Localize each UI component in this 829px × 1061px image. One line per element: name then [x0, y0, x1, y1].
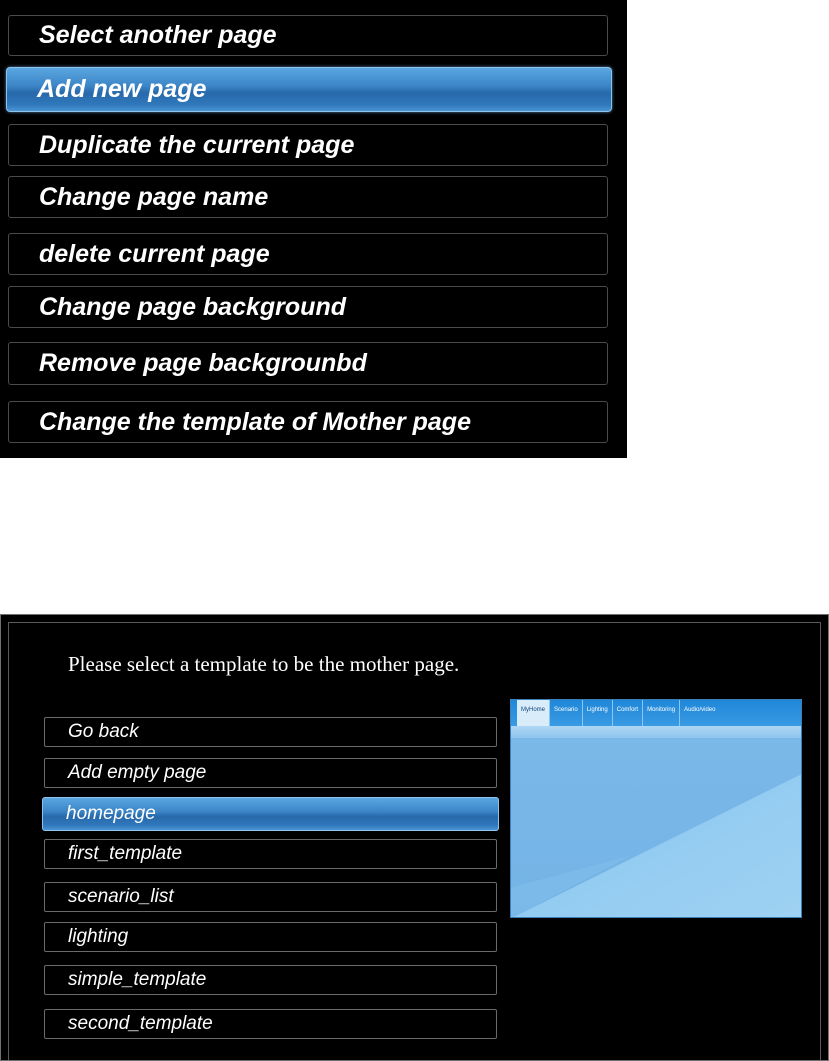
menu-item-delete-current-page[interactable]: delete current page [8, 233, 608, 275]
preview-tab-comfort: Comfort [613, 700, 643, 726]
template-item-go-back[interactable]: Go back [44, 717, 497, 747]
preview-tab-myhome: MyHome [517, 700, 550, 726]
menu-item-duplicate-current-page[interactable]: Duplicate the current page [8, 124, 608, 166]
template-item-second-template[interactable]: second_template [44, 1009, 497, 1039]
menu-item-change-page-name[interactable]: Change page name [8, 176, 608, 218]
template-item-homepage[interactable]: homepage [42, 797, 499, 831]
preview-tab-bar [511, 700, 801, 726]
preview-header-band [511, 726, 801, 738]
preview-tab-monitoring: Monitoring [643, 700, 680, 726]
template-item-first-template[interactable]: first_template [44, 839, 497, 869]
preview-tab-audio-video: Audio/video [684, 707, 716, 713]
dialog-title: Please select a template to be the mother page. [68, 652, 460, 676]
template-item-add-empty-page[interactable]: Add empty page [44, 758, 497, 788]
template-item-scenario-list[interactable]: scenario_list [44, 882, 497, 912]
preview-tab-scenario: Scenario [550, 700, 583, 726]
template-preview [510, 699, 802, 918]
menu-item-change-page-background[interactable]: Change page background [8, 286, 608, 328]
preview-background-art [511, 738, 801, 918]
preview-tab-lighting: Lighting [583, 700, 613, 726]
page-actions-menu [0, 0, 627, 458]
menu-item-change-mother-template[interactable]: Change the template of Mother page [8, 401, 608, 443]
menu-item-add-new-page[interactable]: Add new page [6, 67, 612, 112]
menu-item-remove-page-background[interactable]: Remove page backgrounbd [8, 342, 608, 385]
template-item-simple-template[interactable]: simple_template [44, 965, 497, 995]
template-item-lighting[interactable]: lighting [44, 922, 497, 952]
menu-item-select-another-page[interactable]: Select another page [8, 15, 608, 56]
